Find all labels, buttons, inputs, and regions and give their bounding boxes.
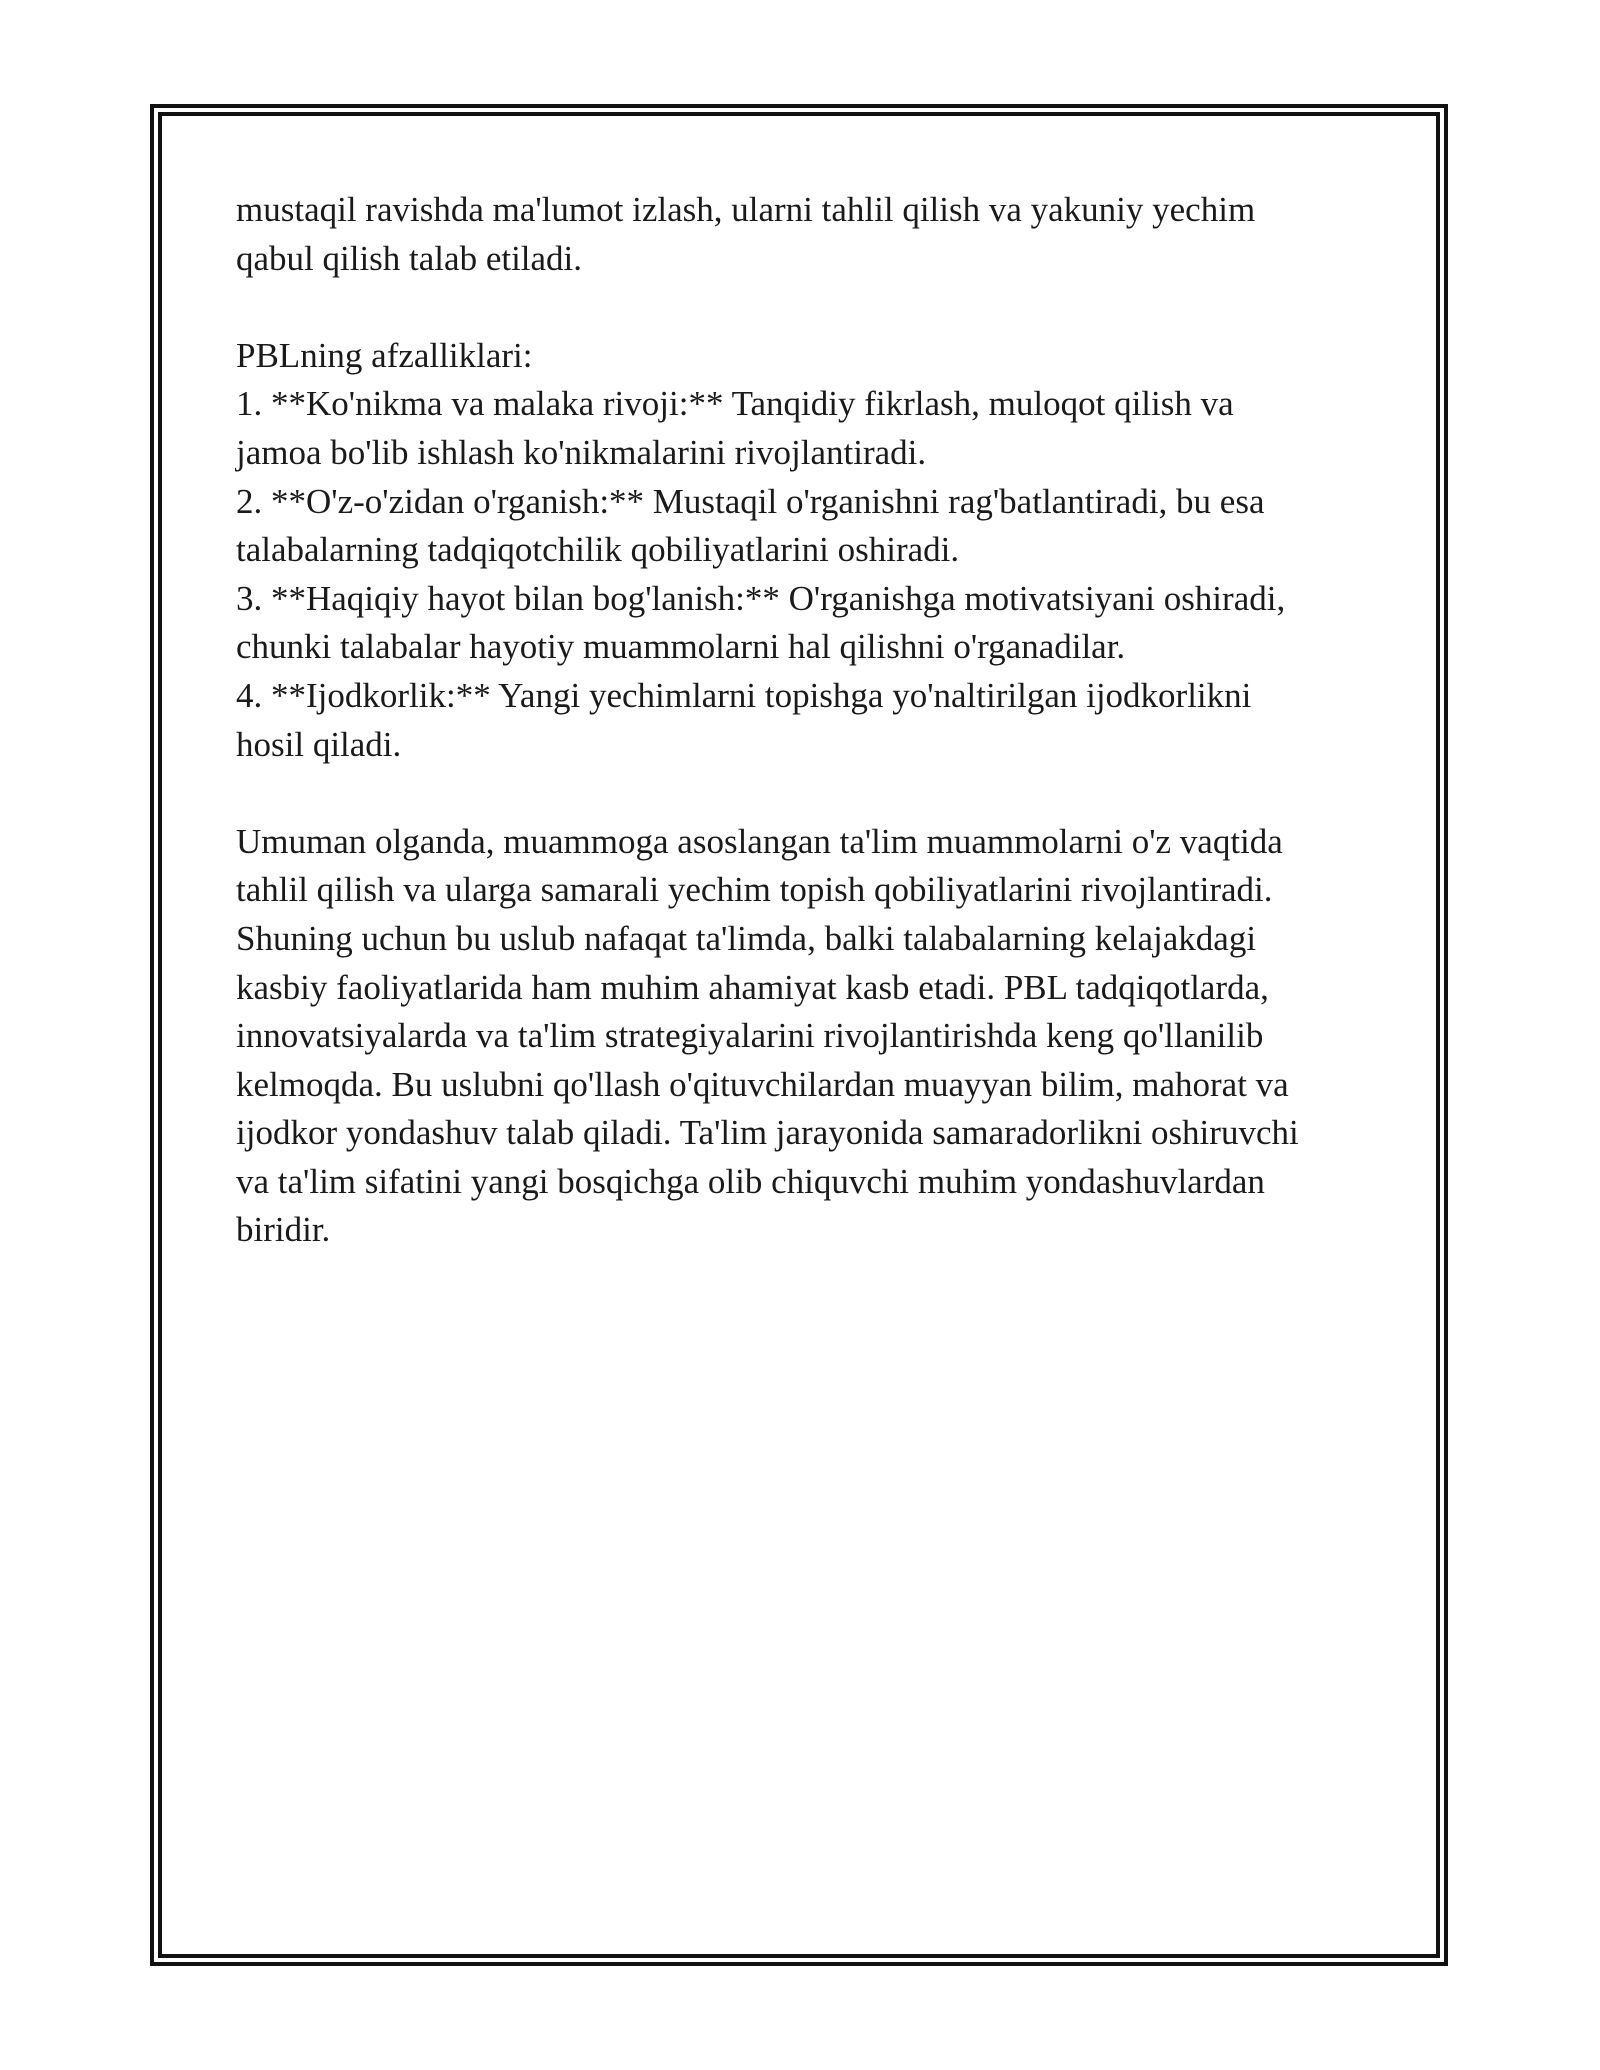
advantages-heading: PBLning afzalliklari: <box>236 335 533 375</box>
text-line: jamoa bo'lib ishlash ko'nikmalarini rivojlantiradi. <box>236 432 927 472</box>
paragraph-gap <box>236 769 1376 818</box>
text-line: Umuman olganda, muammoga asoslangan ta'lim muammolarni o'z vaqtida <box>236 821 1283 861</box>
list-item <box>236 672 1376 769</box>
text-line: biridir. <box>236 1210 331 1250</box>
text-line: tahlil qilish va ularga samarali yechim topish qobiliyatlarini rivojlantiradi. <box>236 870 1273 910</box>
paragraph-gap <box>236 283 1376 332</box>
text-line: kasbiy faoliyatlarida ham muhim ahamiyat kasb etadi. PBL tadqiqotlarda, <box>236 967 1269 1007</box>
list-item <box>236 478 1376 575</box>
text-line: innovatsiyalarda va ta'lim strategiyalarini rivojlantirishda keng qo'llanilib <box>236 1016 1264 1056</box>
list-item <box>236 575 1376 672</box>
intro-paragraph <box>236 186 1376 283</box>
text-line: 4. **Ijodkorlik:** Yangi yechimlarni topishga yo'naltirilgan ijodkorlikni <box>236 675 1252 715</box>
advantages-section <box>236 332 1376 769</box>
document-body <box>236 186 1376 1255</box>
text-line: 2. **O'z-o'zidan o'rganish:** Mustaqil o'rganishni rag'batlantiradi, bu esa <box>236 481 1265 521</box>
text-line: qabul qilish talab etiladi. <box>236 238 583 278</box>
text-line: talabalarning tadqiqotchilik qobiliyatlarini oshiradi. <box>236 530 960 570</box>
text-line: 1. **Ko'nikma va malaka rivoji:** Tanqidiy fikrlash, muloqot qilish va <box>236 384 1234 424</box>
text-line: 3. **Haqiqiy hayot bilan bog'lanish:** O'rganishga motivatsiyani oshiradi, <box>236 578 1286 618</box>
text-line: hosil qiladi. <box>236 724 402 764</box>
text-line: ijodkor yondashuv talab qiladi. Ta'lim jarayonida samaradorlikni oshiruvchi <box>236 1113 1299 1153</box>
text-line: chunki talabalar hayotiy muammolarni hal qilishni o'rganadilar. <box>236 627 1126 667</box>
list-item <box>236 380 1376 477</box>
text-line: va ta'lim sifatini yangi bosqichga olib chiquvchi muhim yondashuvlardan <box>236 1161 1265 1201</box>
conclusion-paragraph <box>236 818 1376 1255</box>
text-line: mustaqil ravishda ma'lumot izlash, ularni tahlil qilish va yakuniy yechim <box>236 190 1256 229</box>
text-line: kelmoqda. Bu uslubni qo'llash o'qituvchilardan muayyan bilim, mahorat va <box>236 1064 1289 1104</box>
text-line: Shuning uchun bu uslub nafaqat ta'limda, balki talabalarning kelajakdagi <box>236 918 1257 958</box>
